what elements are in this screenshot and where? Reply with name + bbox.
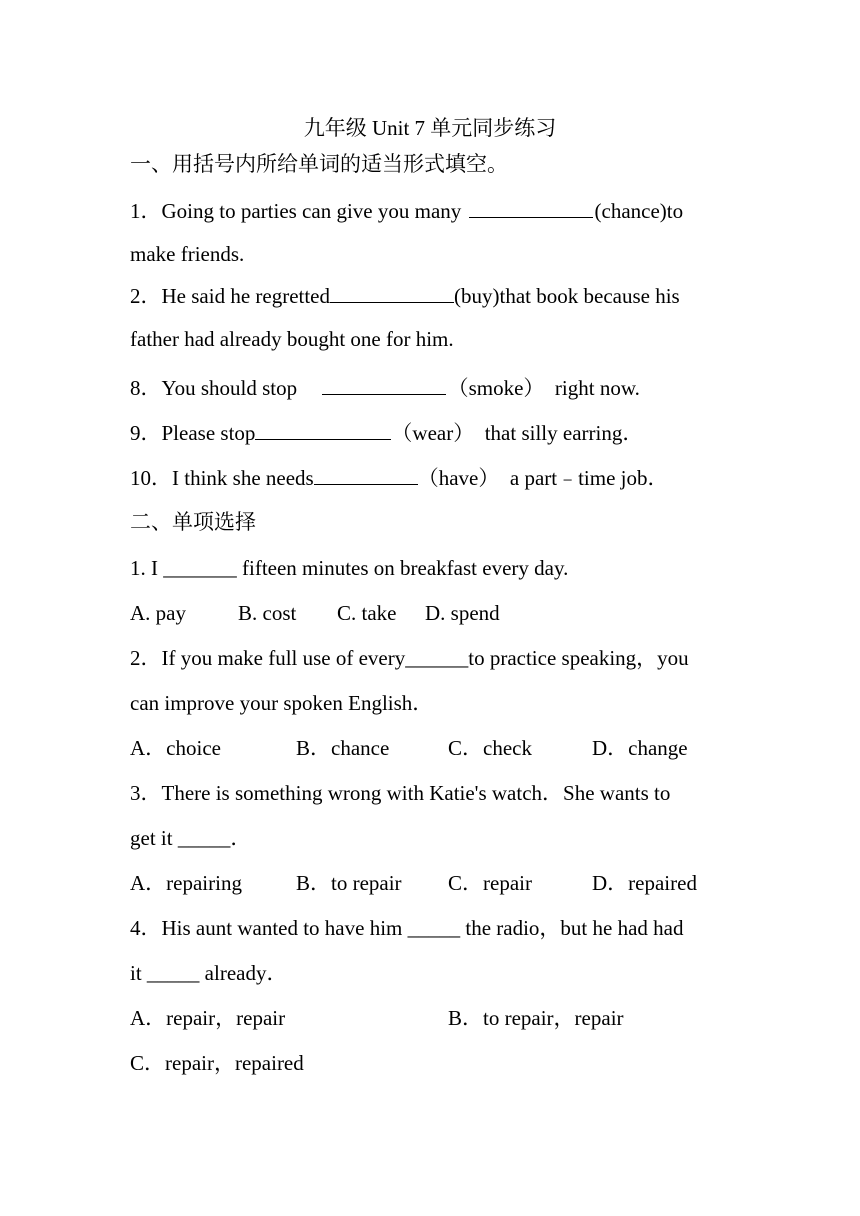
mc-1-option-c: C. take bbox=[337, 601, 397, 625]
mc-question-2-stem-cont: can improve your spoken English． bbox=[130, 691, 434, 715]
question-2-text-b: (buy)that book because his bbox=[454, 284, 680, 308]
question-9-fill bbox=[130, 419, 643, 447]
mc-question-1-stem: 1. I _______ fifteen minutes on breakfast every day. bbox=[130, 556, 569, 580]
mc-4-option-c: C．repair，repaired bbox=[130, 1051, 304, 1075]
section-1-heading: 一、用括号内所给单词的适当形式填空。 bbox=[130, 152, 508, 176]
question-8-text-b: （smoke） right now. bbox=[447, 376, 640, 400]
answer-blank bbox=[322, 374, 446, 395]
mc-question-4-stem-cont: it _____ already． bbox=[130, 961, 288, 985]
question-1-text-b: (chance)to bbox=[594, 199, 684, 223]
mc-question-3-stem-cont: get it _____． bbox=[130, 826, 252, 850]
question-10-text-a: 10．I think she needs bbox=[130, 466, 314, 490]
question-1-fill bbox=[130, 197, 683, 225]
page-title: 九年级 Unit 7 单元同步练习 bbox=[303, 116, 557, 140]
mc-2-option-a: A．choice bbox=[130, 736, 221, 760]
question-1-text-a: 1．Going to parties can give you many bbox=[130, 199, 467, 223]
answer-blank bbox=[330, 282, 454, 303]
mc-1-option-d: D. spend bbox=[425, 601, 500, 625]
mc-3-option-b: B．to repair bbox=[296, 871, 402, 895]
question-9-text-b: （wear） that silly earring． bbox=[391, 421, 644, 445]
answer-blank bbox=[469, 197, 593, 218]
mc-4-option-a: A．repair，repair bbox=[130, 1006, 286, 1030]
mc-1-option-a: A. pay bbox=[130, 601, 186, 625]
mc-3-option-d: D．repaired bbox=[592, 871, 697, 895]
mc-4-option-b: B．to repair，repair bbox=[448, 1006, 624, 1030]
question-2-fill bbox=[130, 282, 680, 310]
question-2-continuation: father had already bought one for him. bbox=[130, 327, 454, 351]
mc-2-option-d: D．change bbox=[592, 736, 688, 760]
question-1-continuation: make friends. bbox=[130, 242, 245, 266]
mc-question-3-stem: 3．There is something wrong with Katie's watch．She wants to bbox=[130, 781, 671, 805]
answer-blank bbox=[255, 419, 391, 440]
question-8-fill bbox=[130, 374, 640, 402]
section-2-heading: 二、单项选择 bbox=[130, 510, 256, 534]
answer-blank bbox=[314, 464, 418, 485]
mc-question-4-stem: 4．His aunt wanted to have him _____ the radio，but he had had bbox=[130, 916, 684, 940]
mc-2-option-b: B．chance bbox=[296, 736, 390, 760]
question-10-text-b: （have） a part﹣time job． bbox=[417, 466, 669, 490]
question-10-fill bbox=[130, 464, 669, 492]
mc-3-option-c: C．repair bbox=[448, 871, 532, 895]
mc-2-option-c: C．check bbox=[448, 736, 532, 760]
question-9-text-a: 9．Please stop bbox=[130, 421, 256, 445]
question-2-text-a: 2．He said he regretted bbox=[130, 284, 331, 308]
mc-1-option-b: B. cost bbox=[238, 601, 297, 625]
mc-3-option-a: A．repairing bbox=[130, 871, 242, 895]
question-8-text-a: 8．You should stop bbox=[130, 376, 308, 400]
mc-question-2-stem: 2．If you make full use of every______to practice speaking，you bbox=[130, 646, 689, 670]
